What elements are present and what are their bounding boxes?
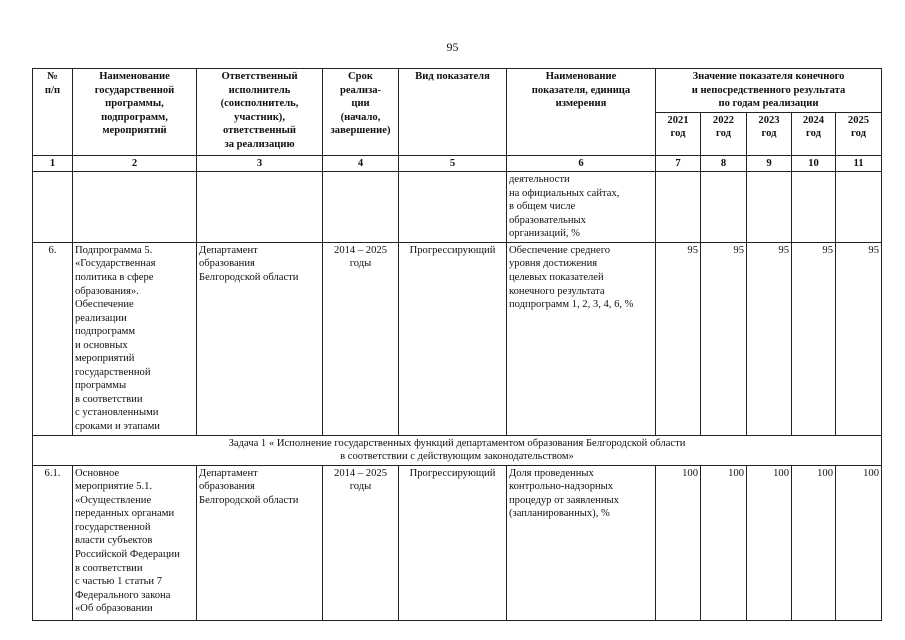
cell-num: 6. [33,242,73,435]
cell-executor: Департамент образования Белгородской области [197,242,323,435]
column-number: 3 [197,155,323,172]
column-number: 11 [836,155,882,172]
cell-period: 2014 – 2025 годы [323,465,399,620]
header-year: 2025 год [836,112,882,155]
cell-value-2022: 100 [701,465,747,620]
header-name: Наименование государственной программы, подпрограмм, мероприятий [73,69,197,156]
cell-num: 6.1. [33,465,73,620]
column-number: 8 [701,155,747,172]
header-num: № п/п [33,69,73,156]
cell-value-2021: 100 [656,465,701,620]
header-executor: Ответственный исполнитель (соисполнитель, участник), ответственный за реализацию [197,69,323,156]
cell-value-2024: 95 [792,242,836,435]
header-year: 2022 год [701,112,747,155]
cell-indicator-type: Прогрессирующий [399,242,507,435]
column-number: 6 [507,155,656,172]
header-values-group: Значение показателя конечного и непосредственного результата по годам реализации [656,69,882,113]
column-numbers-row [33,155,882,172]
cell-value-2023 [747,172,792,243]
cell-value-2021 [656,172,701,243]
header-year: 2024 год [792,112,836,155]
table-row [33,465,882,620]
cell-indicator-type [399,172,507,243]
cell-executor [197,172,323,243]
table-row [33,242,882,435]
header-period: Срок реализа- ции (начало, завершение) [323,69,399,156]
header-indicator-type: Вид показателя [399,69,507,156]
cell-period: 2014 – 2025 годы [323,242,399,435]
cell-value-2025: 100 [836,465,882,620]
column-number: 2 [73,155,197,172]
column-number: 7 [656,155,701,172]
cell-indicator-type: Прогрессирующий [399,465,507,620]
cell-indicator-name: Обеспечение среднего уровня достижения целевых показателей конечного результата подпрограмм 1, 2, 3, 4, 6, % [507,242,656,435]
header-indicator-name: Наименование показателя, единица измерения [507,69,656,156]
page-number: 95 [446,40,459,54]
header-year: 2021 год [656,112,701,155]
task-row [33,435,882,465]
cell-value-2022: 95 [701,242,747,435]
cell-period [323,172,399,243]
cell-num [33,172,73,243]
header-year: 2023 год [747,112,792,155]
cell-value-2023: 95 [747,242,792,435]
cell-value-2025: 95 [836,242,882,435]
cell-value-2024 [792,172,836,243]
indicators-table [32,68,882,621]
cell-value-2023: 100 [747,465,792,620]
column-number: 10 [792,155,836,172]
header-row-1 [33,69,882,113]
cell-name: Основное мероприятие 5.1. «Осуществление переданных органами государственной власти субъектов Российской Федерации в соответствии с частью 1 статьи 7 Федерального закона «Об образовании [73,465,197,620]
column-number: 4 [323,155,399,172]
cell-name [73,172,197,243]
cell-indicator-name: Доля проведенных контрольно-надзорных процедур от заявленных (запланированных), % [507,465,656,620]
cell-name: Подпрограмма 5. «Государственная политика в сфере образования». Обеспечение реализации подпрограмм и основных мероприятий государственной программы в соответствии с установленными сроками и этапами [73,242,197,435]
task-text: Задача 1 « Исполнение государственных функций департаментом образования Белгородской области в соответствии с действующим законодательством» [33,435,882,465]
cell-indicator-name: деятельности на официальных сайтах, в общем числе образовательных организаций, % [507,172,656,243]
table-row [33,172,882,243]
column-number: 9 [747,155,792,172]
cell-value-2021: 95 [656,242,701,435]
column-number: 5 [399,155,507,172]
cell-value-2022 [701,172,747,243]
cell-executor: Департамент образования Белгородской области [197,465,323,620]
column-number: 1 [33,155,73,172]
cell-value-2024: 100 [792,465,836,620]
cell-value-2025 [836,172,882,243]
